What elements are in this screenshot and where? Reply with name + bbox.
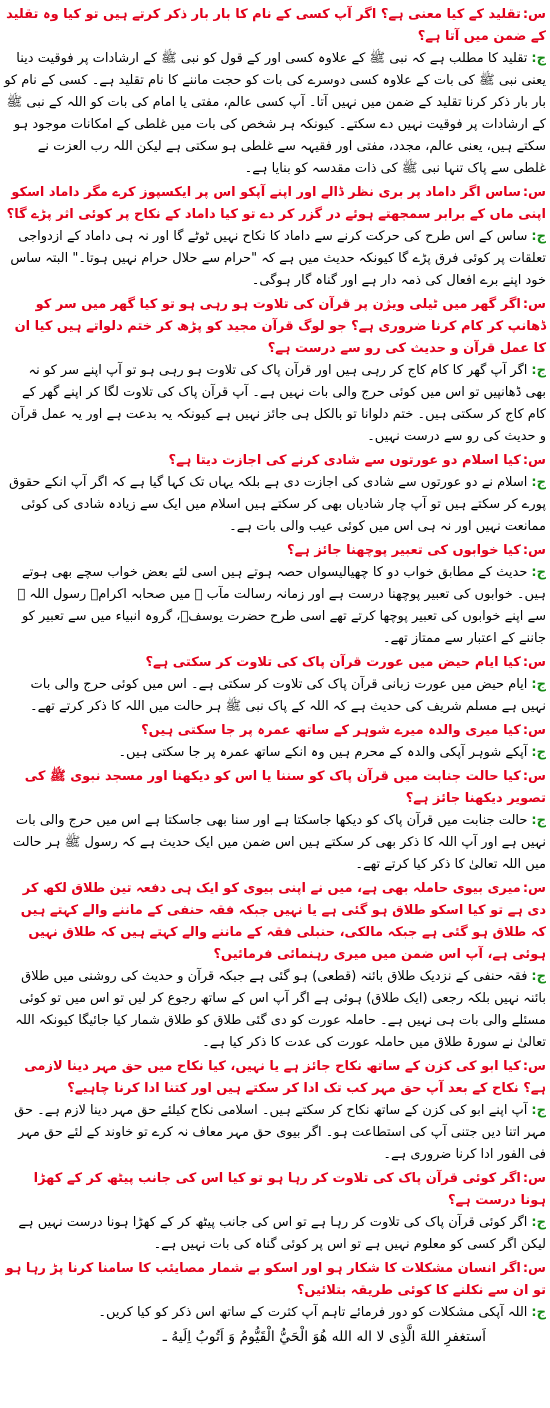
answer (4, 226, 546, 292)
answer-label: ج: (531, 363, 546, 378)
answer (4, 966, 546, 1054)
question-text: کیا ایام حیض میں عورت قرآن پاک کی تلاوت کر سکتی ہے؟ (145, 655, 521, 670)
question (4, 720, 546, 742)
question (4, 540, 546, 562)
answer-label: ج: (531, 677, 546, 692)
question-text: اگر انسان مشکلات کا شکار ہو اور اسکو بے شمار مصایئب کا سامنا کرنا پڑ رہا ہو تو ان سے نکلنے کا کوئی طریقہ بتلائیں؟ (5, 1261, 546, 1298)
question (4, 294, 546, 360)
question (4, 878, 546, 966)
answer (4, 48, 546, 180)
question (4, 1258, 546, 1302)
answer-text: آپ اپنے ابو کی کزن کے ساتھ نکاح کر سکتے ہیں۔ اسلامی نکاح کیلئے حق مہر دینا لازم ہے۔ حق مہر اتنا دیں جتنی آپ کی استطاعت ہو۔ اگر بیوی حق مہر معاف نہ کرے تو خاوند کے لئے حق مہر فی الفور ادا کرنا ضروری ہے۔ (14, 1103, 546, 1162)
qa-item (4, 294, 546, 448)
question-text: کیا خوابوں کی تعبیر پوچھنا جائز ہے؟ (287, 543, 521, 558)
question-label: س: (522, 297, 546, 312)
answer-text: حالت جنابت میں قرآن پاک کو دیکھا جاسکتا ہے اور سنا بھی جاسکتا ہے اس میں حرج والی بات نہیں ہے اور آپ اللہ کا ذکر بھی کر سکتے ہیں اس ضمن میں ایک حدیث ہے کہ رسول ﷺ ہر حالت میں اللہ تعالیٰ کا ذکر کیا کرتے تھے۔ (12, 813, 546, 872)
question-label: س: (522, 769, 546, 784)
question-label: س: (522, 723, 546, 738)
answer (4, 562, 546, 650)
qa-item (4, 1258, 546, 1324)
question (4, 766, 546, 810)
answer-label: ج: (531, 1305, 546, 1320)
question-text: ساس اگر داماد پر بری نظر ڈالے اور اپنے آپکو اس پر ایکسپوز کرے مگر داماد اسکو اپنی ماں کے برابر سمجھتے ہوئے در گزر کر دے تو کیا داماد کے نکاح پر کوئی اثر پڑے گا؟ (6, 185, 546, 222)
question (4, 1168, 546, 1212)
answer (4, 1302, 546, 1324)
question (4, 652, 546, 674)
closing-dua: اَستغفرِ اللهَ الَّذِی لا اله الله هُوَ الْحَيُّ الْقَيُّومُ وَ اَتُوبُ اِلَيهُ ـ (162, 1329, 486, 1345)
question-text: تقلید کے کیا معنی ہے؟ اگر آپ کسی کے نام کا بار بار ذکر کرتے ہیں تو کیا وہ تقلید کے ضمن میں آتا ہے؟ (6, 7, 546, 44)
answer (4, 1100, 546, 1166)
answer-text: اللہ آپکی مشکلات کو دور فرمائے تاہم آپ کثرت کے ساتھ اس ذکر کو کیا کریں۔ (98, 1305, 528, 1320)
question-label: س: (522, 185, 546, 200)
answer-label: ج: (531, 813, 546, 828)
question-text: کیا حالت جنابت میں قرآن پاک کو سننا یا اس کو دیکھنا اور مسجد نبوی ﷺ کی تصویر دیکھنا جائز ہے؟ (24, 769, 546, 806)
answer-text: ساس کے اس طرح کی حرکت کرنے سے داماد کا نکاح نہیں ٹوٹے گا اور نہ ہی داماد کے ازدواجی تعلقات پر کوئی فرق پڑے گا کیونکہ حدیث میں ہے کہ "حرام سے حلال حرام نہیں ہوتا۔" البتہ ساس خود اپنے برے افعال کی ذمہ دار ہے اور گناہ گار ہوگی۔ (10, 229, 546, 288)
question-label: س: (522, 1171, 546, 1186)
answer (4, 674, 546, 718)
qa-item (4, 450, 546, 538)
answer-text: فقہ حنفی کے نزدیک طلاق بائنہ (قطعی) ہو گئی ہے جبکہ قرآن و حدیث کی روشنی میں طلاق بائنہ نہیں بلکہ رجعی (ایک طلاق) ہوئی ہے اگر آپ اس کے ساتھ رجوع کر لیں تو اس میں تو کوئی مسئلے والی بات ہی نہیں ہے۔ حاملہ عورت کو دی گئی طلاق کو طلاق شمار کیا جائیگا کیونکہ اللہ تعالیٰ نے سورۃ طلاق میں حاملہ عورت کی عدت کا ذکر کیا ہے۔ (15, 969, 546, 1050)
answer (4, 472, 546, 538)
answer-text: ایام حیض میں عورت زبانی قرآن پاک کی تلاوت کر سکتی ہے۔ اس میں کوئی حرج والی بات نہیں ہے مسلم شریف کی حدیث ہے کہ اللہ کے پاک نبی ﷺ ہر حالت میں اللہ کا ذکر کرتے تھے۔ (29, 677, 546, 714)
question (4, 1056, 546, 1100)
answer (4, 360, 546, 448)
question-text: کیا ابو کی کزن کے ساتھ نکاح جائز ہے یا نہیں، کیا نکاح میں حق مہر دینا لازمی ہے؟ نکاح کے بعد آپ حق مہر کب تک ادا کر سکتے ہیں اور کتنا ادا کرنا چاہیے؟ (24, 1059, 546, 1096)
qa-item (4, 1056, 546, 1166)
question-text: اگر گھر میں ٹیلی ویژن پر قرآن کی تلاوت ہو رہی ہو تو کیا گھر میں سر کو ڈھانپ کر کام کرنا ضروری ہے؟ جو لوگ قرآن مجید کو پڑھ کر ختم دلواتے ہیں کیا ان کا عمل قرآن و حدیث کی رو سے درست ہے؟ (14, 297, 546, 356)
question-label: س: (522, 1059, 546, 1074)
answer-text: اگر آپ گھر کا کام کاج کر رہی ہیں اور قرآن پاک کی تلاوت ہو رہی ہو تو آپ اپنے سر کو نہ بھی ڈھانپیں تو اس میں کوئی حرج والی بات نہیں ہے۔ آپ قرآن پاک کی تلاوت لگا کر اپنے گھر کے کام کاج کر سکتی ہیں۔ ختم دلوانا تو بالکل ہی جائز نہیں ہے کیونکہ یہ بدعت ہے اور یہ عمل قرآن و حدیث کی رو سے درست نہیں۔ (10, 363, 546, 444)
qa-item (4, 766, 546, 876)
answer-label: ج: (531, 1103, 546, 1118)
question-text: کیا میری والدہ میرے شوہر کے ساتھ عمرہ پر جا سکتی ہیں؟ (141, 723, 521, 738)
question-text: اگر کوئی قرآن پاک کی تلاوت کر رہا ہو تو کیا اس کی جانب پیٹھ کر کے کھڑا ہونا درست ہے؟ (33, 1171, 546, 1208)
answer-text: حدیث کے مطابق خواب دو کا چھیالیسواں حصہ ہوتے ہیں اسی لئے بعض خواب سچے بھی ہوتے ہیں۔ خوابوں کی تعبیر پوچھنا درست ہے اور زمانہ رسالت مآب ﷺ میں صحابہ اکرامؓ رسول اللہ ﷺ سے اپنے خوابوں کی تعبیر پوچھا کرتے تھے اسی طرح حضرت یوسفؑ، گروہ انبیاء میں سے تعبیر کو جاننے کے اعتبار سے ممتاز تھے۔ (17, 565, 546, 646)
qa-item (4, 182, 546, 292)
question-label: س: (522, 655, 546, 670)
answer (4, 810, 546, 876)
question (4, 450, 546, 472)
question-label: س: (522, 7, 546, 22)
qa-item (4, 4, 546, 180)
qa-item (4, 652, 546, 718)
answer-text: اسلام نے دو عورتوں سے شادی کی اجازت دی ہے بلکہ یہاں تک کہا گیا ہے کہ اگر آپ انکے حقوق پورے کر سکتے ہیں تو آپ چار شادیاں بھی کر سکتے ہیں اسلام میں ایک سے زیادہ شادی کی کوئی ممانعت نہیں اور نہ ہی اس میں کوئی عیب والی بات ہے۔ (8, 475, 546, 534)
answer (4, 1212, 546, 1256)
question-text: میری بیوی حاملہ بھی ہے، میں نے اپنی بیوی کو ایک ہی دفعہ تین طلاق لکھ کر دی ہے تو کیا اسکو طلاق ہو گئی ہے یا نہیں جبکہ فقہ حنفی کے ماننے والے کہتے ہیں کہ طلاق ہو گئی ہے جبکہ مالکی، حنبلی فقہ کے ماننے والے کہتے ہیں کہ طلاق نہیں ہوئی ہے، آپ اس ضمن میں میری رہنمائی فرمائیں؟ (20, 881, 546, 962)
question-label: س: (522, 543, 546, 558)
question-text: کیا اسلام دو عورتوں سے شادی کرنے کی اجازت دیتا ہے؟ (168, 453, 521, 468)
qa-item (4, 720, 546, 764)
answer-label: ج: (531, 475, 546, 490)
answer-label: ج: (531, 229, 546, 244)
answer-label: ج: (531, 1215, 546, 1230)
qa-item (4, 1168, 546, 1256)
qa-item (4, 878, 546, 1054)
question-label: س: (522, 1261, 546, 1276)
answer-label: ج: (531, 565, 546, 580)
answer-text: اگر کوئی قرآن پاک کی تلاوت کر رہا ہے تو اس کی جانب پیٹھ کر کے کھڑا ہونا درست نہیں ہے لیکن اگر کسی کو معلوم نہیں ہے تو اس پر کوئی گناہ کی بات نہیں ہے۔ (18, 1215, 546, 1252)
question-label: س: (522, 881, 546, 896)
answer-label: ج: (531, 51, 546, 66)
answer-text: تقلید کا مطلب ہے کہ نبی ﷺ کے علاوہ کسی اور کے قول کو نبی ﷺ کے ارشادات پر فوقیت دینا یعنی نبی ﷺ کی بات کے علاوہ کسی دوسرے کی بات کو حجت ماننے کا نام تقلید ہے۔ کسی کے نام کو بار بار ذکر کرنا تقلید کے ضمن میں نہیں آتا۔ آپ کسی عالم، مفتی یا امام کی بات کو اللہ کے نبی ﷺ کے ارشادات پر فوقیت نہیں دے سکتے۔ کیونکہ ہر شخص کی بات میں غلطی کے امکانات موجود ہو سکتے ہیں، یعنی عالم، مجدد، مفتی اور فقیہہ سے غلطی ہو سکتی ہے لیکن اللہ رب العزت نے غلطی سے پاک تنہا نبی ﷺ کی ذات مقدسہ کو بنایا ہے۔ (4, 51, 546, 176)
answer (4, 742, 546, 764)
answer-label: ج: (531, 969, 546, 984)
question-label: س: (522, 453, 546, 468)
question (4, 4, 546, 48)
answer-label: ج: (531, 745, 546, 760)
question (4, 182, 546, 226)
qa-item (4, 540, 546, 650)
answer-text: آپکے شوہر آپکی والدہ کے محرم ہیں وہ انکے ساتھ عمرہ پر جا سکتی ہیں۔ (118, 745, 528, 760)
